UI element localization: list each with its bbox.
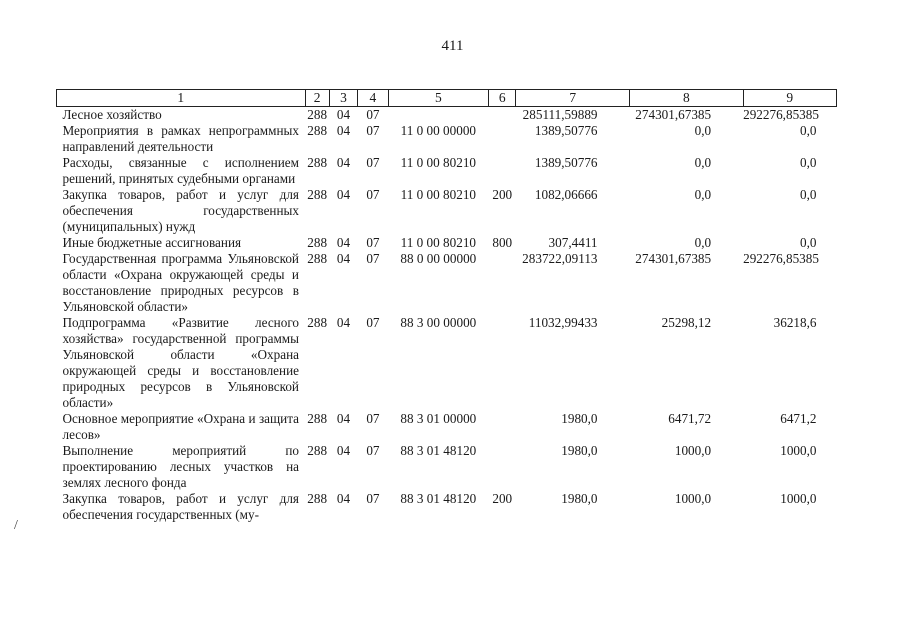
row-subsection-cell: 07 bbox=[366, 187, 380, 202]
table-row bbox=[57, 187, 837, 235]
row-code-cell: 288 bbox=[307, 155, 328, 170]
row-name-cell: Лесное хозяйство bbox=[62, 107, 162, 122]
row-type-cell bbox=[489, 315, 516, 411]
column-header: 6 bbox=[489, 90, 516, 107]
row-value-cell: 0,0 bbox=[800, 123, 817, 138]
row-name-cell: Расходы, связанные с исполнением решений, принятых судебными органами bbox=[62, 155, 299, 186]
row-value-cell: 0,0 bbox=[694, 235, 712, 250]
row-type-cell bbox=[489, 107, 516, 124]
row-target-cell: 88 3 01 48120 bbox=[400, 491, 477, 506]
row-name-cell: Основное мероприятие «Охрана и защита лесов» bbox=[62, 411, 299, 442]
row-target-cell: 11 0 00 80210 bbox=[400, 235, 477, 250]
column-header: 4 bbox=[358, 90, 388, 107]
row-target-cell: 11 0 00 80210 bbox=[400, 155, 477, 170]
column-header: 8 bbox=[630, 90, 744, 107]
row-section-cell: 04 bbox=[336, 123, 351, 138]
row-type-cell bbox=[489, 411, 516, 443]
row-subsection-cell: 07 bbox=[366, 443, 380, 458]
table-row bbox=[57, 315, 837, 411]
row-type-cell bbox=[489, 155, 516, 187]
column-header: 3 bbox=[329, 90, 357, 107]
row-value-cell: 0,0 bbox=[800, 155, 817, 170]
row-value-cell: 0,0 bbox=[694, 123, 712, 138]
row-section-cell: 04 bbox=[336, 251, 351, 266]
row-subsection-cell: 07 bbox=[366, 251, 380, 266]
row-value-cell: 285111,59889 bbox=[522, 107, 598, 122]
row-target-cell: 11 0 00 80210 bbox=[400, 187, 477, 202]
row-section-cell: 04 bbox=[336, 411, 351, 426]
row-section-cell: 04 bbox=[336, 107, 351, 122]
table-row bbox=[57, 251, 837, 315]
row-value-cell: 274301,67385 bbox=[635, 107, 712, 122]
row-type-cell bbox=[489, 123, 516, 155]
column-header: 2 bbox=[305, 90, 329, 107]
row-code-cell: 288 bbox=[307, 235, 328, 250]
row-name-cell: Иные бюджетные ассигнования bbox=[62, 235, 242, 250]
row-target-cell: 88 3 00 00000 bbox=[400, 315, 477, 330]
row-type-cell bbox=[489, 251, 516, 315]
table-row bbox=[57, 491, 837, 523]
row-subsection-cell: 07 bbox=[366, 411, 380, 426]
row-subsection-cell: 07 bbox=[366, 107, 380, 122]
row-value-cell: 307,4411 bbox=[548, 235, 598, 250]
scan-mark: / bbox=[14, 518, 18, 533]
table-row bbox=[57, 123, 837, 155]
row-value-cell: 0,0 bbox=[694, 187, 712, 202]
row-code-cell: 288 bbox=[307, 411, 328, 426]
row-code-cell: 288 bbox=[307, 123, 328, 138]
row-value-cell: 1082,06666 bbox=[534, 187, 598, 202]
column-header: 9 bbox=[743, 90, 836, 107]
row-name-cell: Подпрограмма «Развитие лесного хозяйства» государственной программы Ульяновской области «Охрана окружающей среды и восстановление природных ресурсов в Ульяновской области» bbox=[62, 315, 299, 410]
row-name-cell: Государственная программа Ульяновской области «Охрана окружающей среды и восстановление природных ресурсов в Ульяновской области» bbox=[62, 251, 299, 314]
row-subsection-cell: 07 bbox=[366, 123, 380, 138]
column-header: 1 bbox=[57, 90, 306, 107]
row-code-cell: 288 bbox=[307, 443, 328, 458]
row-value-cell: 1000,0 bbox=[780, 491, 817, 506]
row-section-cell: 04 bbox=[336, 235, 351, 250]
table-row bbox=[57, 155, 837, 187]
row-target-cell: 88 3 01 48120 bbox=[400, 443, 477, 458]
row-value-cell: 274301,67385 bbox=[635, 251, 712, 266]
row-value-cell: 0,0 bbox=[800, 235, 817, 250]
page-number: 411 bbox=[441, 38, 464, 54]
row-value-cell: 283722,09113 bbox=[522, 251, 598, 266]
row-code-cell: 288 bbox=[307, 251, 328, 266]
row-value-cell: 1389,50776 bbox=[534, 123, 598, 138]
row-value-cell: 11032,99433 bbox=[528, 315, 598, 330]
table-row bbox=[57, 411, 837, 443]
row-code-cell: 288 bbox=[307, 491, 328, 506]
row-section-cell: 04 bbox=[336, 187, 351, 202]
column-header: 7 bbox=[516, 90, 630, 107]
table-row bbox=[57, 107, 837, 124]
row-name-cell: Выполнение мероприятий по проектированию лесных участков на землях лесного фонда bbox=[62, 443, 299, 490]
row-subsection-cell: 07 bbox=[366, 491, 380, 506]
row-code-cell: 288 bbox=[307, 315, 328, 330]
row-target-cell: 11 0 00 00000 bbox=[400, 123, 477, 138]
header-row bbox=[57, 90, 837, 107]
row-name-cell: Закупка товаров, работ и услуг для обеспечения государственных (му- bbox=[62, 491, 299, 522]
row-section-cell: 04 bbox=[336, 491, 351, 506]
table-row bbox=[57, 443, 837, 491]
row-value-cell: 25298,12 bbox=[661, 315, 712, 330]
row-value-cell: 1980,0 bbox=[561, 443, 598, 458]
table-body bbox=[57, 107, 837, 524]
row-value-cell: 0,0 bbox=[800, 187, 817, 202]
row-value-cell: 292276,85385 bbox=[743, 107, 819, 122]
row-code-cell: 288 bbox=[307, 107, 328, 122]
row-value-cell: 1980,0 bbox=[561, 491, 598, 506]
column-header: 5 bbox=[388, 90, 488, 107]
row-value-cell: 36218,6 bbox=[773, 315, 817, 330]
row-value-cell: 292276,85385 bbox=[743, 251, 819, 266]
row-type-cell: 200 bbox=[492, 491, 513, 506]
row-target-cell: 88 3 01 00000 bbox=[400, 411, 477, 426]
row-section-cell: 04 bbox=[336, 315, 351, 330]
row-value-cell: 1000,0 bbox=[674, 443, 712, 458]
row-value-cell: 0,0 bbox=[694, 155, 712, 170]
budget-table bbox=[56, 89, 837, 523]
row-subsection-cell: 07 bbox=[366, 235, 380, 250]
row-section-cell: 04 bbox=[336, 155, 351, 170]
row-type-cell: 800 bbox=[492, 235, 513, 250]
row-subsection-cell: 07 bbox=[366, 315, 380, 330]
row-name-cell: Закупка товаров, работ и услуг для обеспечения государственных (муниципальных) нужд bbox=[62, 187, 299, 234]
row-subsection-cell: 07 bbox=[366, 155, 380, 170]
row-value-cell: 1389,50776 bbox=[534, 155, 598, 170]
row-type-cell bbox=[489, 443, 516, 491]
row-value-cell: 1000,0 bbox=[780, 443, 817, 458]
row-type-cell: 200 bbox=[492, 187, 513, 202]
row-code-cell: 288 bbox=[307, 187, 328, 202]
row-name-cell: Мероприятия в рамках непрограммных направлений деятельности bbox=[62, 123, 299, 154]
row-target-cell: 88 0 00 00000 bbox=[400, 251, 477, 266]
row-target-cell bbox=[388, 107, 488, 124]
row-section-cell: 04 bbox=[336, 443, 351, 458]
table-row bbox=[57, 235, 837, 251]
row-value-cell: 6471,72 bbox=[668, 411, 712, 426]
row-value-cell: 6471,2 bbox=[780, 411, 817, 426]
row-value-cell: 1000,0 bbox=[674, 491, 712, 506]
row-value-cell: 1980,0 bbox=[561, 411, 598, 426]
